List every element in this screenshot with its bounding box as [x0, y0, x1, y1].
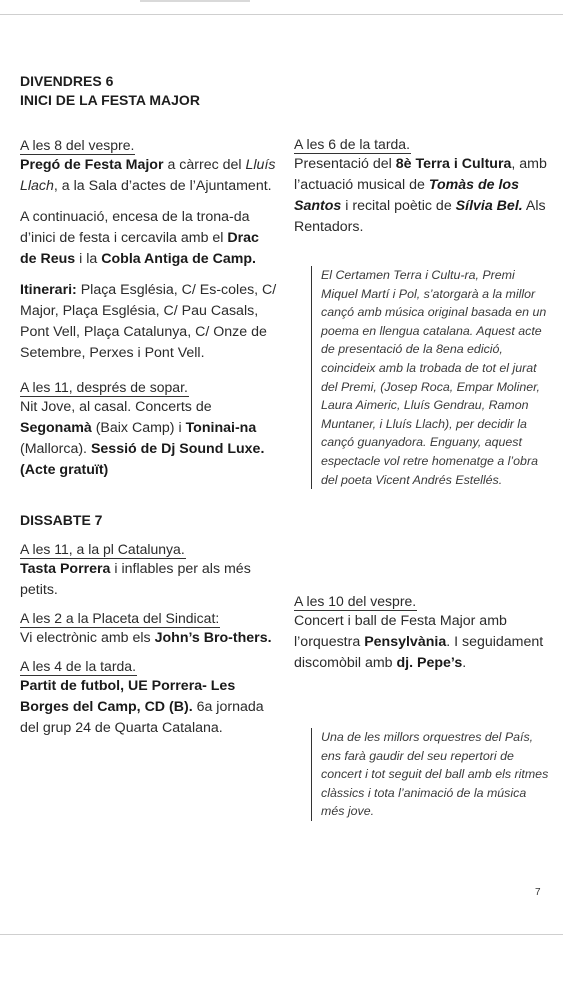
event-person: Lluís Llach [20, 157, 276, 194]
event-text: a càrrec del [163, 157, 246, 173]
top-tab-line [140, 0, 250, 2]
event-paragraph [20, 628, 278, 649]
page-number: 7 [535, 887, 541, 898]
left-column [20, 72, 278, 739]
quote-pensylvania: Una de les millors orquestres del País, ens farà gaudir del seu repertori de concert i tot seguit del ball amb els ritmes clàssics i tota l’animació de la música més jove. [311, 728, 551, 821]
event-highlight: dj. Pepe’s [396, 655, 463, 671]
day-heading-dissabte: DISSABTE 7 [20, 512, 103, 528]
quote-terra-i-cultura: El Certamen Terra i Cultu-ra, Premi Miquel Martí i Pol, s’atorgarà a la millor cançó amb música original basada en un poema en llengua catalana. Aquest acte de presentació de la 8ena edició, coincideix amb la trobada de tot el jurat del Premi, (Josep Roca, Empar Moliner, Laura Aimeric, Lluís Gendrau, Ramon Muntaner, i Lluís Llach), per decidir la cançó guanyadora. Enguany, aquest espectacle vol retre homenatge a l’obra del poeta Vicent Andrés Estellés. [311, 266, 547, 489]
right-column-lower [294, 592, 550, 674]
right-column [294, 135, 550, 238]
event-text: , amb l’actuació musical de [294, 156, 547, 193]
event-highlight: Segonamà [20, 420, 92, 436]
event-paragraph [294, 611, 550, 674]
event-time: A les 11, a la pl Catalunya. [20, 541, 185, 557]
event-text: A continuació, encesa de la trona-da d’inici de festa i cercavila amb el [20, 209, 250, 246]
event-highlight: Sessió de Dj Sound Luxe. (Acte gratuït) [20, 441, 265, 478]
event-highlight: Drac de Reus [20, 230, 259, 267]
event-time: A les 11, després de sopar. [20, 379, 188, 395]
itinerary-paragraph [20, 280, 278, 364]
event-text: . I seguidament discomòbil amb [294, 634, 544, 671]
event-time: A les 8 del vespre. [20, 137, 135, 153]
event-time: A les 4 de la tarda. [20, 658, 136, 674]
event-paragraph [20, 155, 278, 197]
day-subheading-line: INICI DE LA FESTA MAJOR [20, 92, 200, 108]
event-paragraph [20, 559, 278, 601]
event-paragraph [20, 397, 278, 481]
event-time: A les 10 del vespre. [294, 593, 417, 609]
event-highlight: Pensylvània [364, 634, 447, 650]
event-paragraph [294, 154, 550, 238]
event-text: 6a jornada del grup 24 de Quarta Catalana. [20, 699, 264, 736]
top-rule [0, 14, 563, 15]
day-heading-divendres [20, 72, 278, 110]
event-text: i inflables per als més petits. [20, 561, 251, 598]
event-text: Vi electrònic amb els [20, 630, 155, 646]
event-text: Presentació del [294, 156, 396, 172]
event-highlight: John’s Bro-thers. [154, 630, 272, 646]
event-paragraph [20, 207, 278, 270]
event-text: Als Rentadors. [294, 198, 546, 235]
event-text: (Mallorca). [20, 441, 91, 457]
event-text: (Baix Camp) i [91, 420, 186, 436]
event-time: A les 6 de la tarda. [294, 136, 410, 152]
bottom-rule [0, 934, 563, 935]
event-person: Sílvia Bel. [455, 198, 523, 214]
event-text: . [462, 655, 467, 671]
event-text: i recital poètic de [341, 198, 456, 214]
event-text: , a la Sala d’actes de l’Ajuntament. [53, 178, 272, 194]
event-highlight: Toninai-na [185, 420, 257, 436]
event-title: Pregó de Festa Major [20, 157, 164, 173]
itinerary-label: Itinerari: [20, 282, 77, 298]
itinerary-text: Plaça Església, C/ Es-coles, C/ Major, Plaça Església, C/ Pau Casals, Pont Vell, Plaça Catalunya, C/ Onze de Setembre, Perxes i Pont Vell. [20, 282, 277, 361]
event-highlight: Cobla Antiga de Camp. [101, 251, 256, 267]
event-title: Partit de futbol, UE Porrera- Les Borges del Camp, CD (B). [20, 678, 236, 715]
event-title: Tasta Porrera [20, 561, 111, 577]
event-paragraph [20, 676, 278, 739]
event-text: Concert i ball de Festa Major amb l’orquestra [294, 613, 507, 650]
event-text: Nit Jove, al casal. Concerts de [20, 399, 212, 415]
event-person: Tomàs de los Santos [294, 177, 519, 214]
event-title: 8è Terra i Cultura [395, 156, 512, 172]
event-text: i la [75, 251, 102, 267]
event-time: A les 2 a la Placeta del Sindicat: [20, 610, 220, 626]
day-heading-line: DIVENDRES 6 [20, 73, 114, 89]
